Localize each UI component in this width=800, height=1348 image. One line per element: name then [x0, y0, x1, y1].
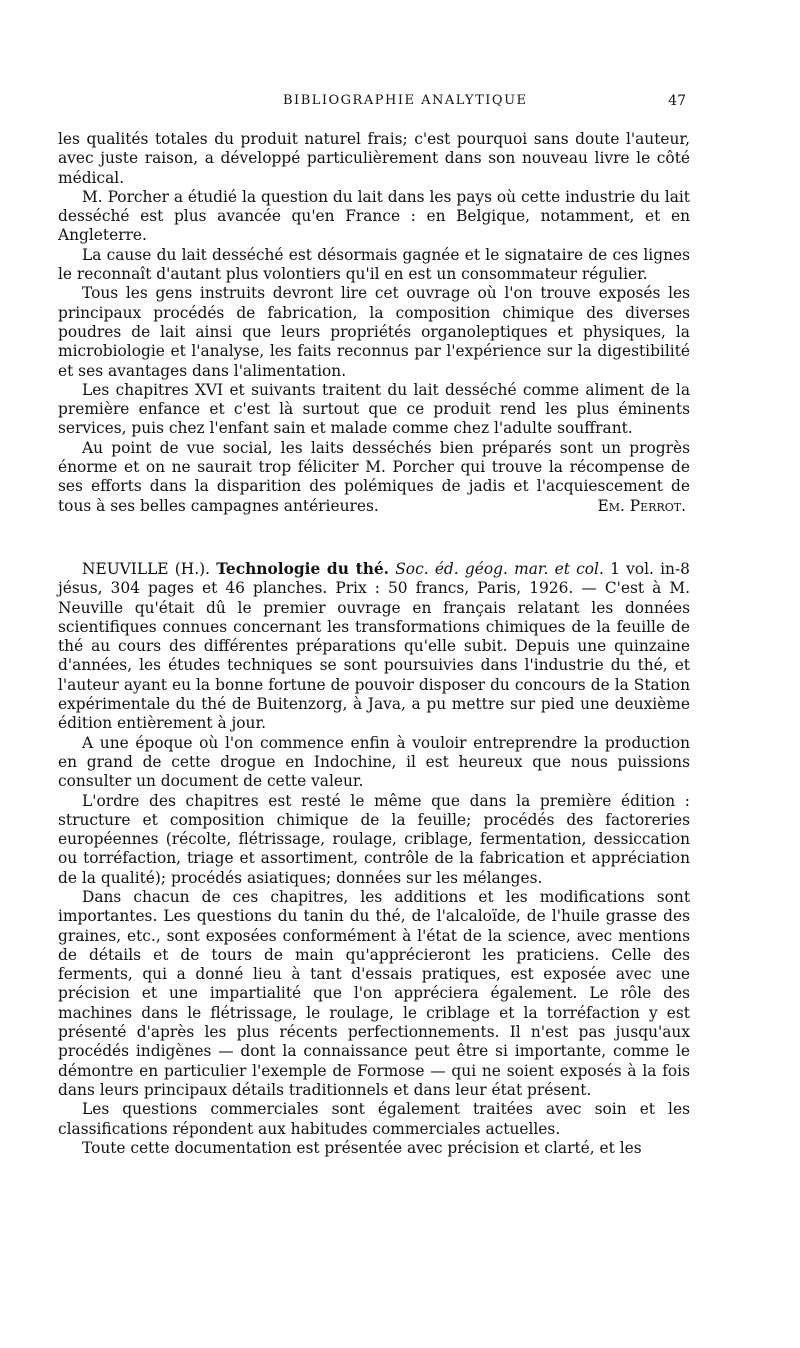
review2-paragraph: Toute cette documentation est présentée avec précision et clarté, et les	[82, 1138, 642, 1157]
review2-details: 1 vol. in-8 jésus, 304 pages et 46 planches. Prix : 50 francs, Paris, 1926. — C'est à M. Neuville qu'était dû le premier ouvrage en français relatant les données scientifiques connues concernant les transformations chimiques de la feuille de thé au cours des différentes préparations qu'elle subit. Depuis une quinzaine d'années, les études techniques se sont poursuivies dans l'industrie du thé, et l'auteur ayant eu la bonne fortune de pouvoir disposer du concours de la Station expérimentale du thé de Buitenzorg, à Java, a pu mettre sur pied une deuxième édition entièrement à jour.	[58, 559, 690, 733]
review2-title: Technologie du thé.	[216, 559, 390, 578]
review2-heading-paragraph	[58, 560, 690, 734]
review1-paragraph: les qualités totales du produit naturel frais; c'est pourquoi sans doute l'auteur, avec juste raison, a développé particulièrement dans son nouveau livre le côté médical.	[58, 130, 690, 187]
review1-paragraph: Les chapitres XVI et suivants traitent du lait desséché comme aliment de la première enfance et c'est là surtout que ce produit rend les plus éminents services, puis chez l'enfant sain et malade comme chez l'adulte souffrant.	[58, 380, 690, 438]
review1-last-paragraph	[58, 439, 690, 516]
review2-paragraph: Dans chacun de ces chapitres, les additions et les modifications sont importantes. Les questions du tanin du thé, de l'alcaloïde, de l'huile grasse des graines, etc., sont exposées conformément à l'état de la science, avec mentions de détails et de tours de main qu'apprécieront les praticiens. Celle des ferments, qui a donné lieu à tant d'essais pratiques, est exposée avec une précision et une impartialité que l'on appréciera également. Le rôle des machines dans le flétrissage, le roulage, le criblage et la torréfaction y est présenté d'après les plus récents perfectionnements. Il n'est pas jusqu'aux procédés indigènes — dont la connaissance peut être si importante, comme le démontre en particulier l'exemple de Formose — qui ne soient exposés à la fois dans leurs principaux détails traditionnels et dans leur état présent.	[58, 887, 690, 1099]
page-number: 47	[668, 93, 686, 109]
running-title: BIBLIOGRAPHIE ANALYTIQUE	[283, 93, 528, 108]
review2-paragraph: L'ordre des chapitres est resté le même que dans la première édition : structure et composition chimique de la feuille; procédés des factoreries européennes (récolte, flétrissage, roulage, criblage, fermentation, dessiccation ou torréfaction, triage et assortiment, contrôle de la fabrication et appréciation de la qualité); procédés asiatiques; données sur les mélanges.	[58, 791, 690, 887]
review2-paragraph: Les questions commerciales sont également traitées avec soin et les classifications répondent aux habitudes commerciales actuelles.	[58, 1100, 690, 1138]
review1-paragraph: M. Porcher a étudié la question du lait dans les pays où cette industrie du lait desséché est plus avancée qu'en France : en Belgique, notamment, et en Angleterre.	[58, 187, 690, 245]
review2-publisher: Soc. éd. géog. mar. et col.	[395, 559, 604, 578]
review-separator	[58, 516, 690, 560]
review1-signature: Em. Perrot.	[597, 496, 686, 515]
page-header	[58, 93, 690, 113]
review1-last-paragraph-text: Au point de vue social, les laits desséchés bien préparés sont un progrès énorme et on ne saurait trop féliciter M. Porcher qui trouve la récompense de ses efforts dans la disparition des polémiques de jadis et l'acquiescement de tous à ses belles campagnes antérieures.	[58, 438, 690, 515]
review1-paragraph: Tous les gens instruits devront lire cet ouvrage où l'on trouve exposés les principaux procédés de fabrication, la composition chimique des diverses poudres de lait ainsi que leurs propriétés organoleptiques et physiques, la microbiologie et l'analyse, les faits reconnus par l'expérience sur la digestibilité et ses avantages dans l'alimentation.	[58, 284, 690, 380]
review2-author: NEUVILLE (H.).	[82, 559, 210, 578]
review1-paragraph: La cause du lait desséché est désormais gagnée et le signataire de ces lignes le reconnaît d'autant plus volontiers qu'il en est un consommateur régulier.	[58, 245, 690, 284]
page-body	[58, 130, 690, 1158]
review2-paragraph: A une époque où l'on commence enfin à vouloir entreprendre la production en grand de cette drogue en Indochine, il est heureux que nous puissions consulter un document de cette valeur.	[58, 733, 690, 791]
